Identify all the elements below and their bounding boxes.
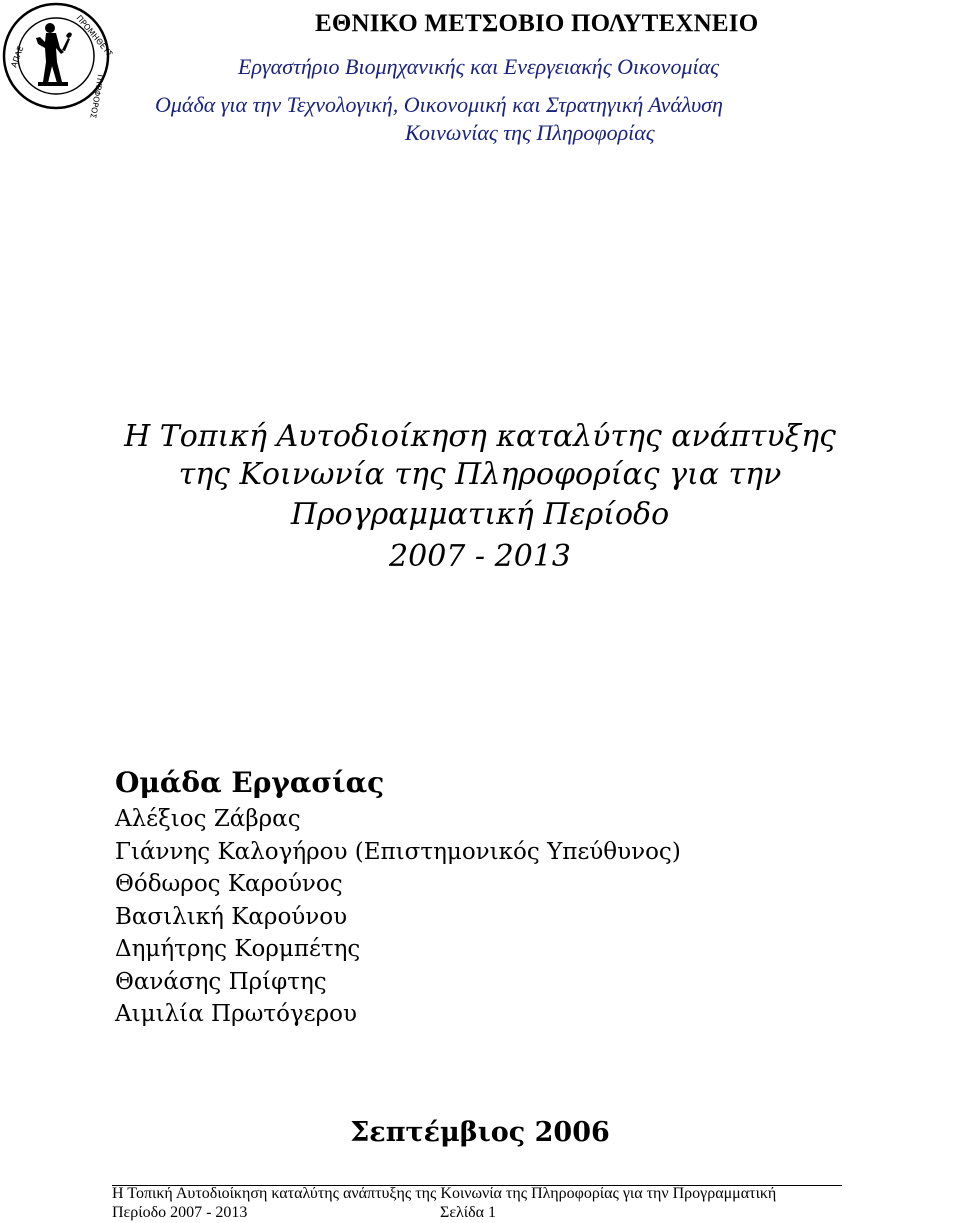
team-member: Αλέξιος Ζάβρας: [115, 806, 301, 832]
footer-title-continued: Περίοδο 2007 - 2013: [112, 1204, 248, 1221]
document-title-period: 2007 - 2013: [389, 539, 571, 574]
laboratory-name: Εργαστήριο Βιομηχανικής και Ενεργειακής Οικονομίας: [238, 54, 720, 79]
document-title-line-2: της Κοινωνία της Πληροφορίας για την: [178, 457, 782, 492]
team-member: Βασιλική Καρούνου: [115, 903, 348, 930]
team-member: Αιμιλία Πρωτόγερου: [115, 1001, 357, 1027]
ntua-seal-icon: [2, 2, 115, 120]
document-title-line-1: Η Τοπική Αυτοδιοίκηση καταλύτης ανάπτυξης: [124, 419, 836, 454]
footer-title: Η Τοπική Αυτοδιοίκηση καταλύτης ανάπτυξης της Κοινωνία της Πληροφορίας για την Προγραμματική: [112, 1185, 777, 1202]
svg-text:ΑΠΛΕ: ΑΠΛΕ: [9, 44, 26, 69]
institution-name: ΕΘΝΙΚΟ ΜΕΤΣΟΒΙΟ ΠΟΛΥΤΕΧΝΕΙΟ: [315, 10, 759, 37]
team-member: Γιάννης Καλογήρου (Επιστημονικός Υπεύθυνος): [115, 838, 681, 865]
document-title-line-3: Προγραμματική Περίοδο: [290, 497, 670, 532]
page-number: Σελίδα 1: [440, 1204, 497, 1221]
team-member: Δημήτρης Κορμπέτης: [115, 936, 361, 962]
research-group-name: Ομάδα για την Τεχνολογική, Οικονομική και Στρατηγική Ανάλυση: [155, 92, 723, 117]
team-member-list: [115, 803, 681, 1031]
svg-text:ΠΥΡΦΟΡΟΣ: ΠΥΡΦΟΡΟΣ: [88, 73, 105, 120]
svg-text:ΠΡΟΜΗΘΕΥΣ: ΠΡΟΜΗΘΕΥΣ: [74, 13, 115, 59]
research-group-name-continued: Κοινωνίας της Πληροφορίας: [405, 120, 655, 145]
team-heading: Ομάδα Εργασίας: [115, 766, 385, 799]
team-member: Θανάσης Πρίφτης: [115, 968, 327, 995]
publication-date: Σεπτέμβιος 2006: [350, 1117, 610, 1148]
team-member: Θόδωρος Καρούνος: [115, 871, 343, 897]
